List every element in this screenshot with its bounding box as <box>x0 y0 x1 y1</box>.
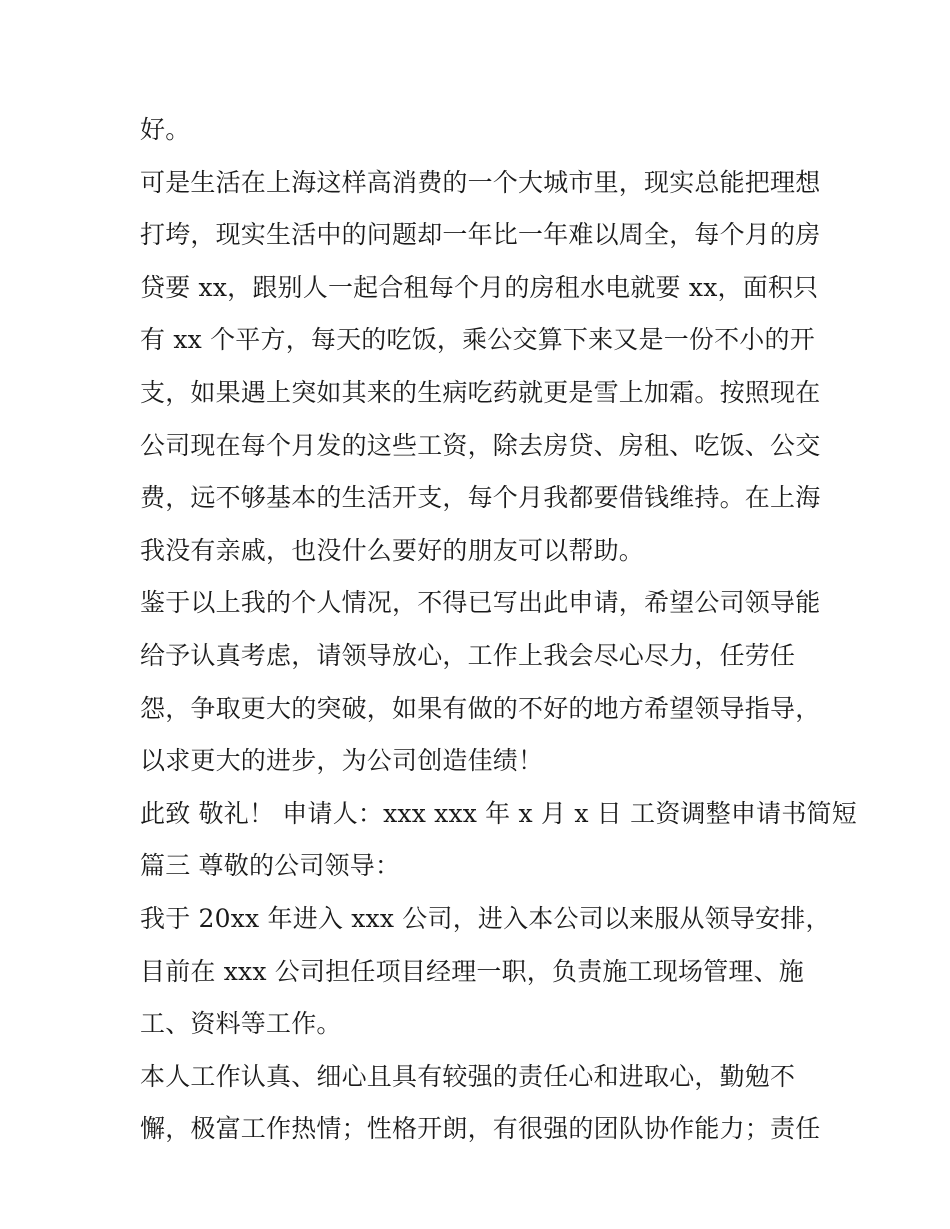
text-line: 本人工作认真、细心且具有较强的责任心和进取心，勤勉不 <box>140 1061 796 1091</box>
text-line: 懈，极富工作热情；性格开朗，有很强的团队协作能力；责任 <box>140 1114 821 1144</box>
text-line: 费，远不够基本的生活开支，每个月我都要借钱维持。在上海 <box>140 483 821 513</box>
text-line: 可是生活在上海这样高消费的一个大城市里，现实总能把理想 <box>140 167 821 197</box>
text-line: 有 xx 个平方，每天的吃饭，乘公交算下来又是一份不小的开 <box>140 325 815 355</box>
text-line: 支，如果遇上突如其来的生病吃药就更是雪上加霜。按照现在 <box>140 377 821 407</box>
text-line: 目前在 xxx 公司担任项目经理一职，负责施工现场管理、施 <box>140 956 804 986</box>
text-line: 好。 <box>140 115 191 144</box>
text-line: 公司现在每个月发的这些工资，除去房贷、房租、吃饭、公交 <box>140 430 821 460</box>
text-line: 我没有亲戚，也没什么要好的朋友可以帮助。 <box>140 535 645 565</box>
text-line: 此致 敬礼！ 申请人：xxx xxx 年 x 月 x 日 工资调整申请书简短 <box>140 798 857 828</box>
text-line: 鉴于以上我的个人情况，不得已写出此申请，希望公司领导能 <box>140 588 821 618</box>
text-line: 我于 20xx 年进入 xxx 公司，进入本公司以来服从领导安排， <box>140 903 831 933</box>
text-line: 工、资料等工作。 <box>140 1009 342 1039</box>
text-line: 篇三 尊敬的公司领导： <box>140 851 401 881</box>
text-line: 以求更大的进步，为公司创造佳绩！ <box>140 746 544 776</box>
document-body <box>140 104 857 1156</box>
text-line: 贷要 xx，跟别人一起合租每个月的房租水电就要 xx，面积只 <box>140 272 819 302</box>
text-line: 给予认真考虑，请领导放心，工作上我会尽心尽力，任劳任 <box>140 640 796 670</box>
text-line: 打垮，现实生活中的问题却一年比一年难以周全，每个月的房 <box>140 220 821 250</box>
text-line: 怨，争取更大的突破，如果有做的不好的地方希望领导指导， <box>140 693 821 723</box>
